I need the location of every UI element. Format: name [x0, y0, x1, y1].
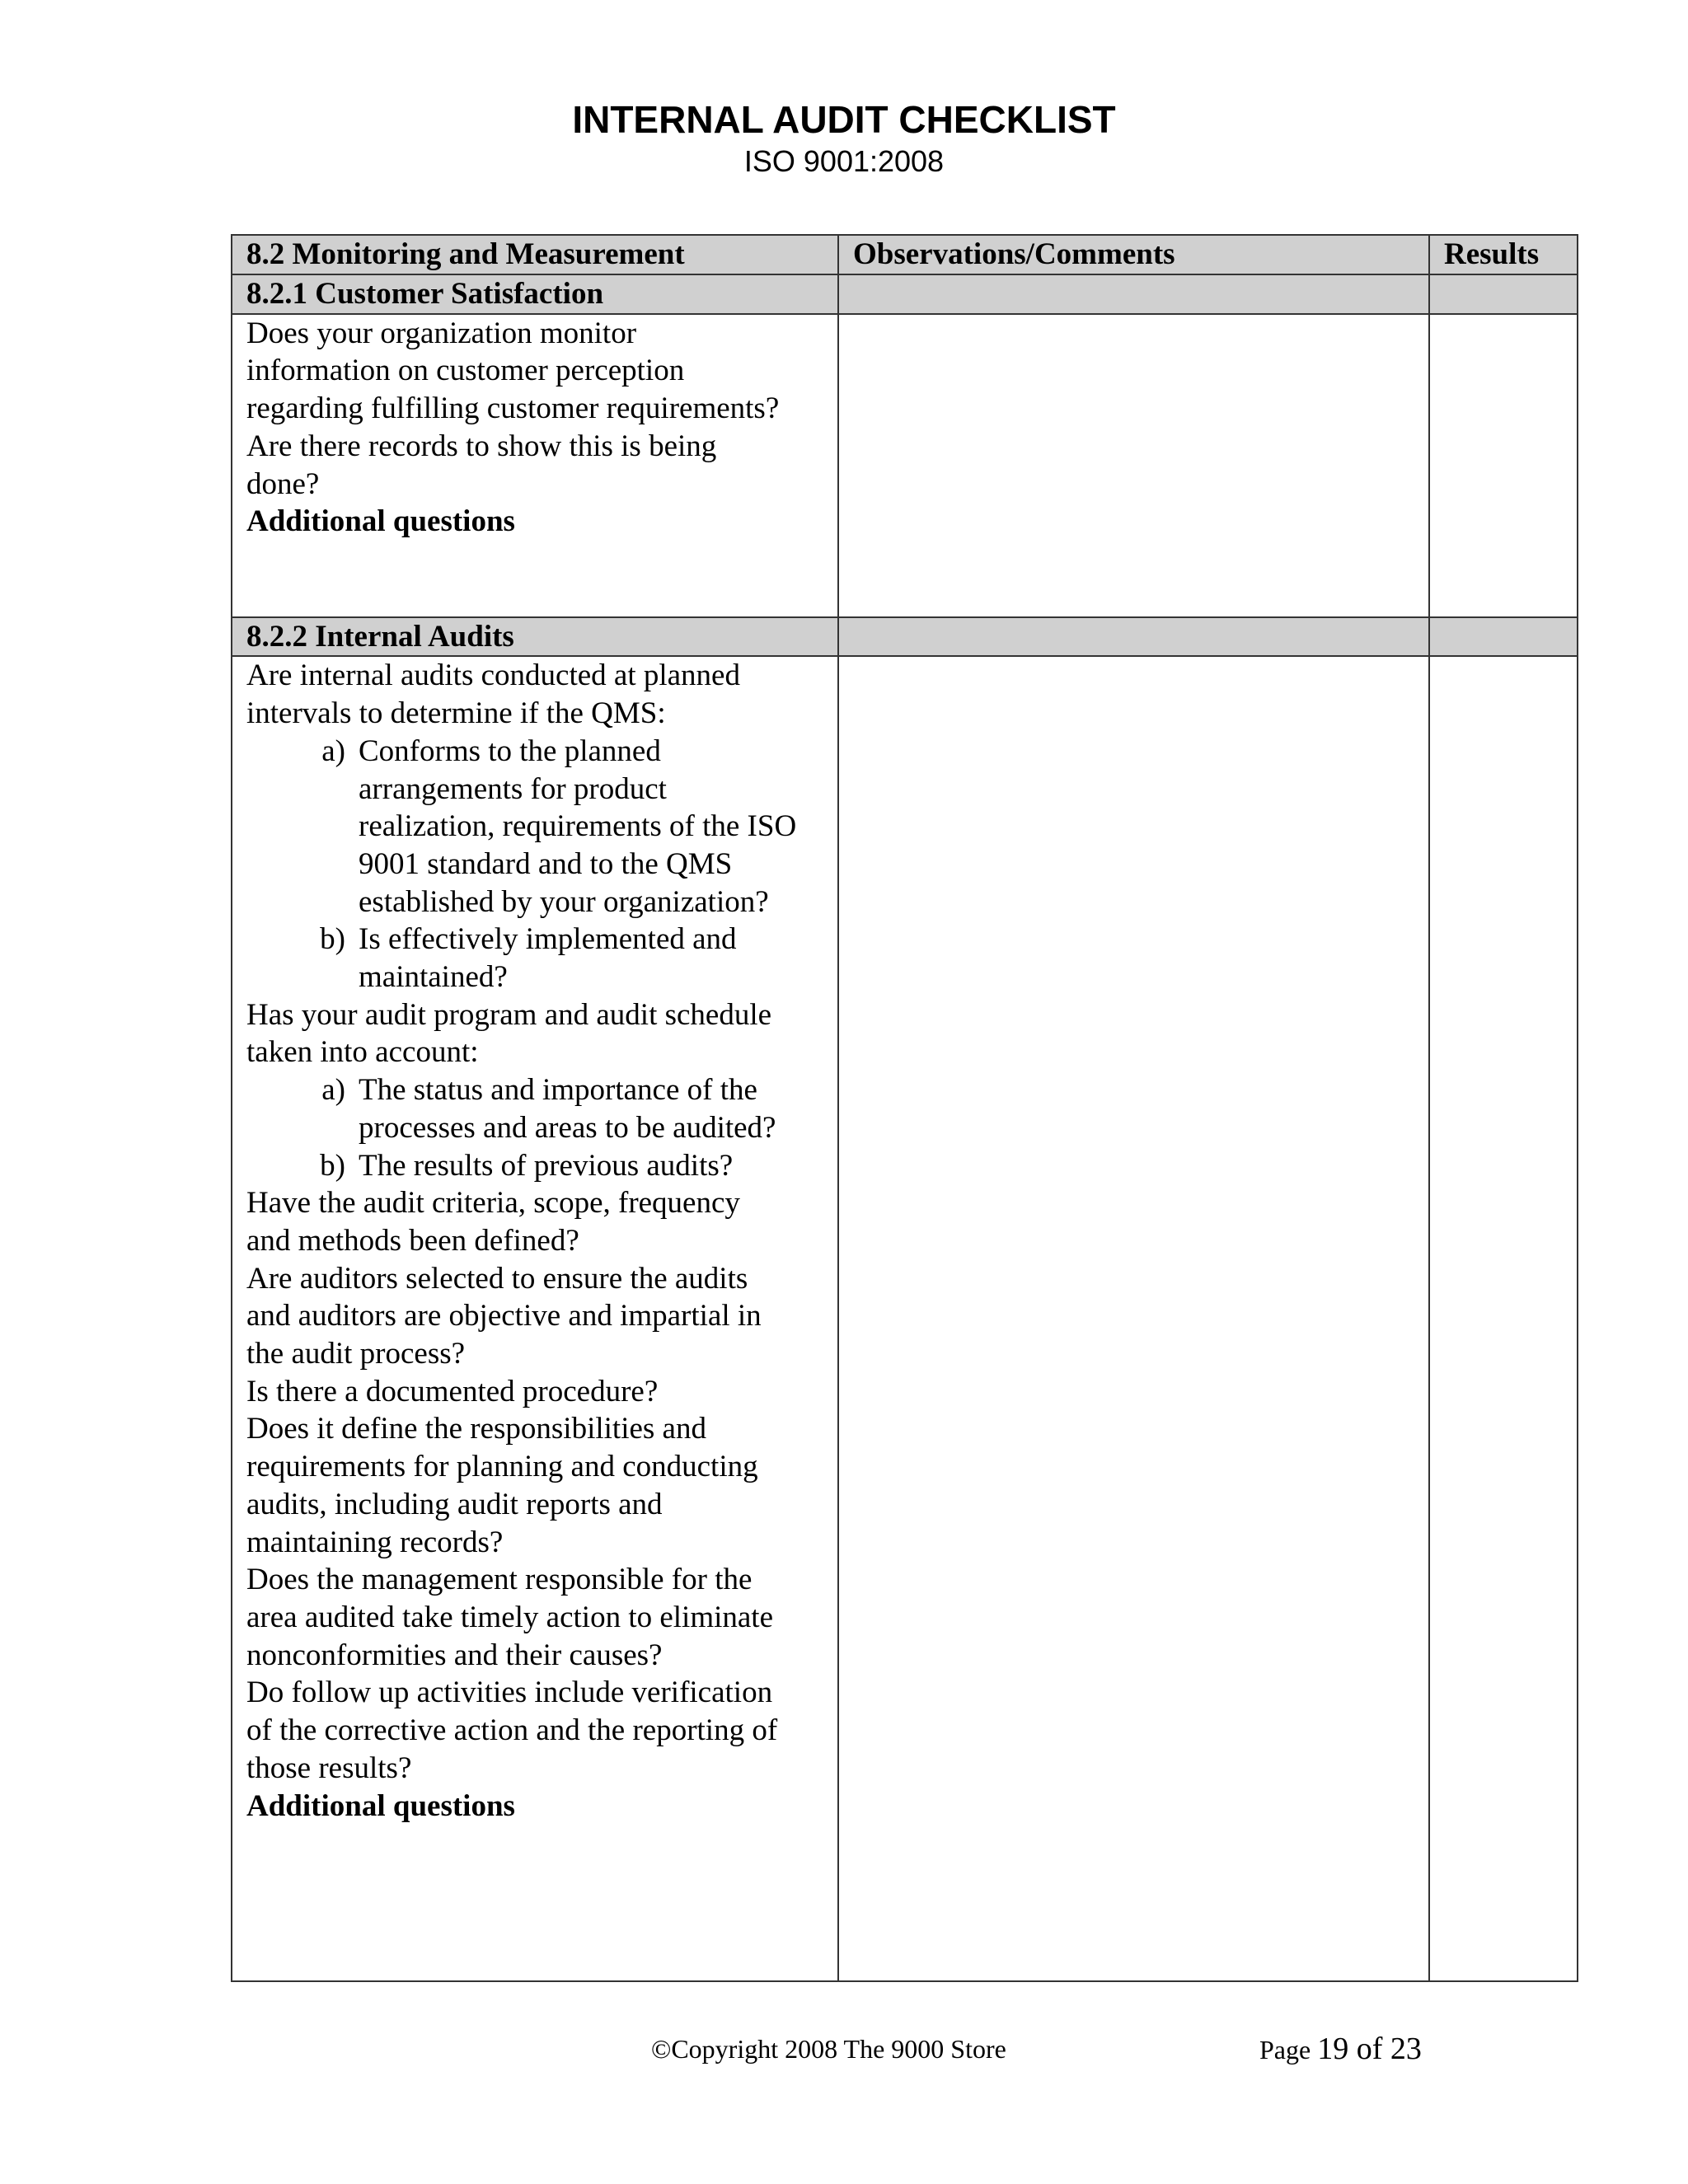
list-line: processes and areas to be audited?	[359, 1110, 776, 1145]
question-line: maintaining records?	[246, 1525, 504, 1559]
additional-questions-label: Additional questions	[246, 504, 515, 539]
list-item	[246, 921, 823, 996]
list-line: Conforms to the planned	[359, 733, 661, 768]
question-line: of the corrective action and the reporting of	[246, 1713, 778, 1748]
question-line: nonconformities and their causes?	[246, 1638, 663, 1672]
section-heading-internal-audits: 8.2.2 Internal Audits	[232, 617, 838, 657]
section-heading-row	[232, 617, 1578, 657]
audit-checklist-table	[231, 234, 1578, 1982]
page-subtitle: ISO 9001:2008	[743, 144, 945, 178]
question-line: area audited take timely action to eliminate	[246, 1600, 774, 1634]
list-marker: b)	[320, 922, 345, 957]
list-marker: b)	[320, 1148, 345, 1183]
column-header-clause: 8.2 Monitoring and Measurement	[232, 235, 838, 274]
table-row	[232, 314, 1578, 617]
results-cell[interactable]	[1429, 656, 1578, 1981]
question-line: Do follow up activities include verification	[246, 1675, 773, 1710]
observations-cell	[838, 617, 1429, 657]
list-line: arrangements for product	[359, 771, 667, 806]
question-line: Is there a documented procedure?	[246, 1374, 659, 1408]
question-line: the audit process?	[246, 1337, 466, 1371]
question-line: and methods been defined?	[246, 1223, 579, 1258]
column-header-observations: Observations/Comments	[838, 235, 1429, 274]
list-item	[246, 1071, 823, 1146]
footer-page-number	[1259, 2031, 1422, 2067]
observations-cell[interactable]	[838, 314, 1429, 617]
list-item	[246, 1147, 823, 1185]
page-label: Page	[1259, 2035, 1311, 2064]
section-heading-customer-satisfaction: 8.2.1 Customer Satisfaction	[232, 274, 838, 314]
question-line: and auditors are objective and impartial in	[246, 1299, 762, 1333]
list-line: 9001 standard and to the QMS	[359, 846, 733, 881]
question-cell	[232, 314, 838, 617]
question-line: requirements for planning and conducting	[246, 1450, 758, 1484]
results-cell	[1429, 617, 1578, 657]
observations-cell[interactable]	[838, 656, 1429, 1981]
section-heading-row	[232, 274, 1578, 314]
list-line: established by your organization?	[359, 884, 769, 919]
question-line: Are internal audits conducted at planned	[246, 658, 740, 693]
question-line: intervals to determine if the QMS:	[246, 696, 666, 731]
list-marker: a)	[321, 1073, 345, 1108]
additional-questions-label: Additional questions	[246, 1788, 515, 1823]
footer-copyright: ©Copyright 2008 The 9000 Store	[651, 2034, 1006, 2064]
list-marker: a)	[321, 733, 345, 768]
results-cell[interactable]	[1429, 314, 1578, 617]
list-line: maintained?	[359, 960, 508, 995]
question-line: audits, including audit reports and	[246, 1487, 663, 1521]
question-line: Are auditors selected to ensure the audits	[246, 1261, 748, 1296]
list-item	[246, 733, 823, 921]
table-header-row	[232, 235, 1578, 274]
question-line: regarding fulfilling customer requirements?	[246, 391, 780, 426]
question-line: Does your organization monitor	[246, 316, 637, 350]
list-line: The status and importance of the	[359, 1073, 757, 1108]
question-line: Does the management responsible for the	[246, 1563, 753, 1597]
question-line: information on customer perception	[246, 354, 685, 388]
results-cell	[1429, 274, 1578, 314]
table-row	[232, 656, 1578, 1981]
list-line: realization, requirements of the ISO	[359, 809, 797, 844]
question-line: Have the audit criteria, scope, frequency	[246, 1186, 740, 1221]
column-header-results: Results	[1429, 235, 1578, 274]
list-line: The results of previous audits?	[359, 1148, 734, 1183]
page-count: 19 of 23	[1317, 2032, 1422, 2066]
question-line: Are there records to show this is being	[246, 429, 717, 463]
list-line: Is effectively implemented and	[359, 922, 737, 957]
question-line: Has your audit program and audit schedule	[246, 997, 772, 1032]
question-line: those results?	[246, 1750, 412, 1785]
question-line: done?	[246, 466, 320, 501]
question-cell	[232, 656, 838, 1981]
question-line: taken into account:	[246, 1035, 479, 1070]
page-title: INTERNAL AUDIT CHECKLIST	[572, 98, 1116, 141]
observations-cell	[838, 274, 1429, 314]
question-line: Does it define the responsibilities and	[246, 1412, 706, 1446]
